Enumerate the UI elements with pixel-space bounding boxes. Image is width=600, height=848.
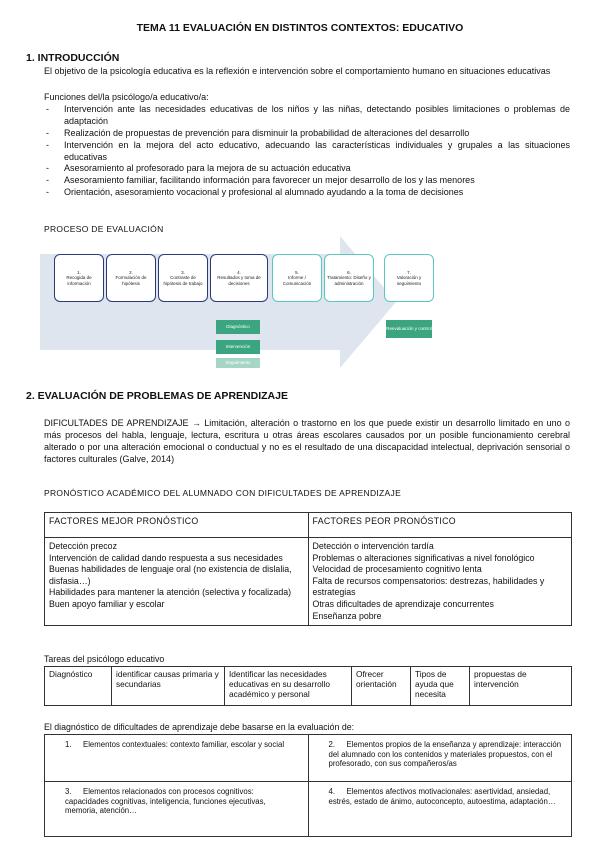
prognosis-label: PRONÓSTICO ACADÉMICO DEL ALUMNADO CON DIFICULTADES DE APRENDIZAJE	[44, 488, 402, 498]
list-item: Detección precoz	[49, 541, 117, 551]
section-heading-evaluacion: 2. EVALUACIÓN DE PROBLEMAS DE APRENDIZAJE	[26, 390, 288, 402]
stage-intervencion: Intervención	[216, 340, 260, 354]
list-item: - Intervención en la mejora del acto educativo, adecuando las características individuales y grupales a las situaciones educativas	[44, 140, 570, 164]
diagnosis-item-3: 3. Elementos relacionados con procesos cognitivos: capacidades cognitivas, inteligencia, funciones ejecutivas, memoria, atención…	[45, 782, 309, 837]
process-step-6: 6. Tratamiento: Diseño y administración	[324, 254, 374, 302]
diagnosis-item-1: 1. Elementos contextuales: contexto familiar, escolar y social	[45, 735, 309, 782]
better-factors	[45, 538, 309, 626]
process-step-3: 3. Contraste de hipótesis de trabajo	[158, 254, 208, 302]
definition-paragraph: DIFICULTADES DE APRENDIZAJE → Limitación, alteración o trastorno en los que puede existir un desarrollo limitado en uno o más procesos del habla, lenguaje, lectura, escritura u otras áreas escolares causados por un posible funcionamiento cerebral alterado o por una alteración emocional o conductual y no es el resultado de una discapacidad intelectual, deprivación sensorial o factores culturales (Galve, 2014)	[44, 418, 570, 464]
document-title: TEMA 11 EVALUACIÓN EN DISTINTOS CONTEXTOS: EDUCATIVO	[136, 22, 464, 34]
worse-header: FACTORES PEOR PRONÓSTICO	[308, 513, 572, 538]
diagnosis-label: El diagnóstico de dificultades de aprendizaje debe basarse en la evaluación de:	[44, 722, 355, 732]
task-cell: Tipos de ayuda que necesita	[411, 667, 470, 706]
process-step-1: 1. Recogida de información	[54, 254, 104, 302]
list-item: Buenas habilidades de lenguaje oral (no existencia de dislalia, disfasia…)	[49, 564, 292, 586]
stage-reevaluacion: Reevaluación y control	[386, 320, 432, 338]
process-step-2: 2. Formulación de hipótesis	[106, 254, 156, 302]
functions-label: Funciones del/la psicólogo/a educativo/a:	[44, 92, 209, 102]
prognosis-table	[44, 512, 572, 626]
tasks-label: Tareas del psicólogo educativo	[44, 654, 165, 664]
process-step-7: 7. Valoración y seguimiento	[384, 254, 434, 302]
list-item: Enseñanza pobre	[312, 610, 382, 621]
task-cell: propuestas de intervención	[470, 667, 572, 706]
list-item: - Asesoramiento al profesorado para la mejora de su actuación educativa	[44, 163, 570, 175]
tasks-table	[44, 666, 572, 706]
list-item: - Realización de propuestas de prevención para disminuir la probabilidad de alteraciones del desarrollo	[44, 128, 570, 140]
list-item: Detección o intervención tardía	[312, 541, 434, 551]
list-item: Problemas o alteraciones significativas a nivel fonológico	[312, 552, 535, 563]
task-cell: Ofrecer orientación	[352, 667, 411, 706]
list-item: - Orientación, asesoramiento vocacional y profesional al alumnado ayudando a la toma de decisiones	[44, 187, 570, 199]
process-step-5: 5. Informe / Comunicación	[272, 254, 322, 302]
list-item: Velocidad de procesamiento cognitivo lenta	[312, 564, 482, 575]
intro-paragraph: El objetivo de la psicología educativa es la reflexión e intervención sobre el comportamiento humano en situaciones educativas	[44, 66, 551, 76]
task-cell: identificar causas primaria y secundarias	[112, 667, 225, 706]
functions-list	[44, 104, 570, 199]
process-label: PROCESO DE EVALUACIÓN	[44, 224, 164, 234]
list-item: Habilidades para mantener la atención (selectiva y focalizada)	[49, 587, 292, 598]
task-cell: Identificar las necesidades educativas en su desarrollo académico y personal	[225, 667, 352, 706]
list-item: Intervención de calidad dando respuesta a sus necesidades	[49, 552, 283, 563]
section-heading-introduccion: 1. INTRODUCCIÓN	[26, 52, 120, 64]
diagnosis-item-2: 2. Elementos propios de la enseñanza y aprendizaje: interacción del alumnado con los contenidos y materiales propuestos, con el profesorado, con sus compañeros/as	[308, 735, 572, 782]
list-item: Otras dificultades de aprendizaje concurrentes	[312, 599, 494, 610]
list-item: Buen apoyo familiar y escolar	[49, 599, 165, 610]
task-cell: Diagnóstico	[45, 667, 112, 706]
stage-seguimiento: Seguimiento	[216, 358, 260, 368]
process-step-4: 4. Resultados y toma de decisiones	[210, 254, 268, 302]
stage-diagnostico: Diagnóstico	[216, 320, 260, 334]
list-item: - Intervención ante las necesidades educativas de los niños y las niñas, detectando posibles limitaciones o problemas de adaptación	[44, 104, 570, 128]
list-item: - Asesoramiento familiar, facilitando información para favorecer un mejor desarrollo de los y las menores	[44, 175, 570, 187]
list-item: Falta de recursos compensatorios: destrezas, habilidades y estrategias	[312, 575, 545, 598]
diagnosis-table	[44, 734, 572, 837]
worse-factors	[308, 538, 572, 626]
diagnosis-item-4: 4. Elementos afectivos motivacionales: asertividad, ansiedad, estrés, estado de ánimo, autoconcepto, autoestima, adaptación…	[308, 782, 572, 837]
better-header: FACTORES MEJOR PRONÓSTICO	[45, 513, 309, 538]
